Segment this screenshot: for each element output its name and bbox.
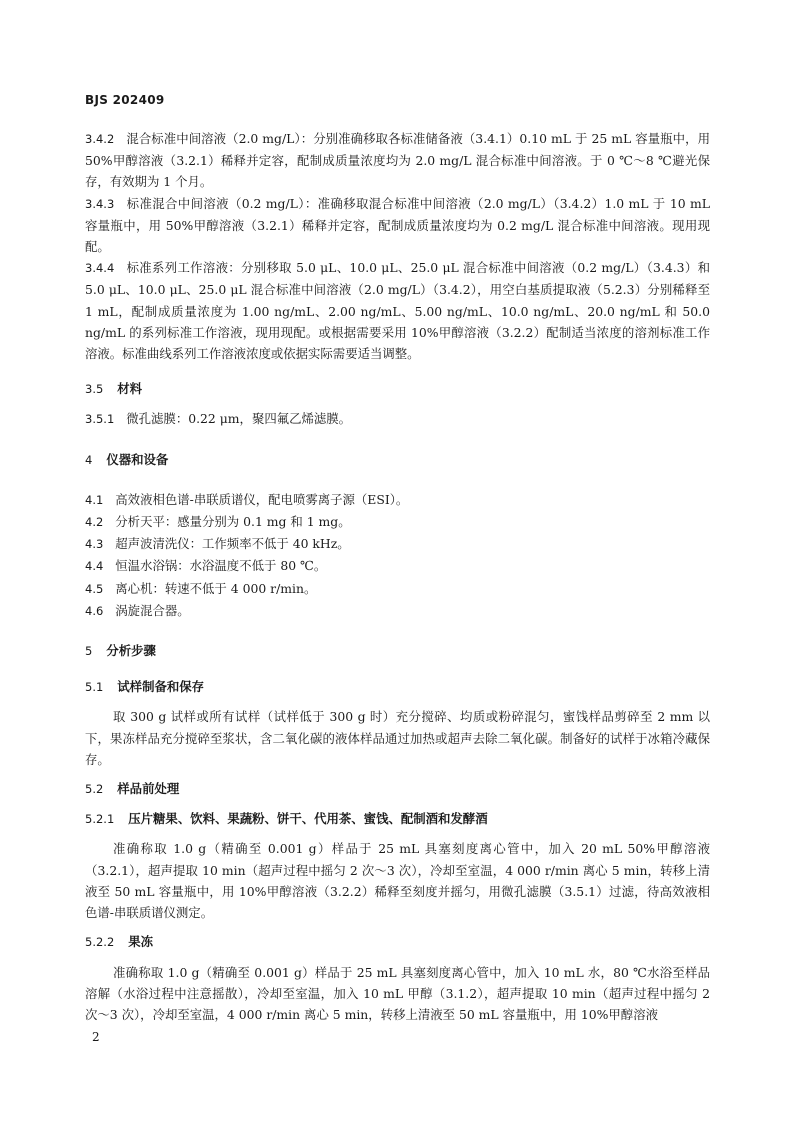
section-heading-5-2-2: 5.2.2 果冻	[85, 934, 154, 950]
clause-4-3: 4.3 超声波清洗仪：工作频率不低于 40 kHz。	[85, 536, 350, 552]
section-heading-4: 4 仪器和设备	[85, 451, 169, 467]
section-heading-3-5: 3.5 材料	[85, 381, 143, 397]
clause-4-6: 4.6 涡旋混合器。	[85, 602, 190, 618]
paragraph-5-2-2-body: 准确称取 1.0 g（精确至 0.001 g）样品于 25 mL 具塞刻度离心管中，加入 10 mL 水，80 ℃水浴至样品溶解（水浴过程中注意摇散），冷却至室温，加入 10 mL 甲醇（3.1.2），超声提取 10 min（超声过程中摇匀 2 次～3 次），冷却至室温，4 000 r/min 离心 5 min，转移上清液至 50 mL 容量瓶中，用 10%甲醇溶液	[85, 964, 710, 1022]
paragraph-5-2-1-body: 准确称取 1.0 g（精确至 0.001 g）样品于 25 mL 具塞刻度离心管中，加入 20 mL 50%甲醇溶液（3.2.1），超声提取 10 min（超声过程中摇匀 2 次～3 次），冷却至室温，4 000 r/min 离心 5 min，转移上清液至 50 mL 容量瓶中，用 10%甲醇溶液（3.2.2）稀释至刻度并摇匀，用微孔滤膜（3.5.1）过滤，待高效液相色谱-串联质谱仪测定。	[85, 841, 710, 921]
standard-code: BJS 202409	[85, 93, 165, 107]
page-number: 2	[92, 1030, 100, 1044]
section-heading-5-1: 5.1 试样制备和保存	[85, 679, 205, 695]
paragraph-5-1-body: 取 300 g 试样或所有试样（试样低于 300 g 时）充分搅碎、均质或粉碎混匀，蜜饯样品剪碎至 2 mm 以下，果冻样品充分搅碎至浆状，含二氧化碳的液体样品通过加热或超声去除二氧化碳。制备好的试样于冰箱冷藏保存。	[85, 709, 710, 767]
page-content	[85, 128, 710, 1025]
clause-3-4-2: 3.4.2 混合标准中间溶液（2.0 mg/L）：分别准确移取各标准储备液（3.4.1）0.10 mL 于 25 mL 容量瓶中，用 50%甲醇溶液（3.2.1）稀释并定容，配制成质量浓度均为 2.0 mg/L 混合标准中间溶液。于 0 ℃～8 ℃避光保存，有效期为 1 个月。	[85, 131, 710, 190]
clause-4-5: 4.5 离心机：转速不低于 4 000 r/min。	[85, 580, 317, 596]
clause-3-5-1: 3.5.1 微孔滤膜：0.22 μm，聚四氟乙烯滤膜。	[85, 411, 352, 427]
clause-3-4-3: 3.4.3 标准混合中间溶液（0.2 mg/L）：准确移取混合标准中间溶液（2.0 mg/L）（3.4.2）1.0 mL 于 10 mL 容量瓶中，用 50%甲醇溶液（3.2.1）稀释并定容，配制成质量浓度均为 0.2 mg/L 混合标准中间溶液。现用现配。	[85, 195, 710, 255]
clause-4-4: 4.4 恒温水浴锅：水浴温度不低于 80 ℃。	[85, 558, 327, 574]
clause-4-1: 4.1 高效液相色谱-串联质谱仪，配电喷雾离子源（ESI）。	[85, 491, 409, 507]
section-heading-5-2: 5.2 样品前处理	[85, 781, 180, 797]
clause-3-4-4: 3.4.4 标准系列工作溶液：分别移取 5.0 μL、10.0 μL、25.0 μL 混合标准中间溶液（0.2 mg/L）（3.4.3）和 5.0 μL、10.0 μL、25.0 μL 混合标准中间溶液（2.0 mg/L）（3.4.2），用空白基质提取液（5.2.3）分别稀释至 1 mL，配制成质量浓度为 1.00 ng/mL、2.00 ng/mL、5.00 ng/mL、10.0 ng/mL、20.0 ng/mL 和 50.0 ng/mL 的系列标准工作溶液，现用现配。或根据需要采用 10%甲醇溶液（3.2.2）配制适当浓度的溶剂标准工作溶液。标准曲线系列工作溶液浓度或依据实际需要适当调整。	[85, 260, 710, 362]
section-heading-5: 5 分析步骤	[85, 643, 156, 659]
section-heading-5-2-1: 5.2.1 压片糖果、饮料、果蔬粉、饼干、代用茶、蜜饯、配制酒和发酵酒	[85, 811, 488, 827]
clause-4-2: 4.2 分析天平：感量分别为 0.1 mg 和 1 mg。	[85, 514, 351, 530]
